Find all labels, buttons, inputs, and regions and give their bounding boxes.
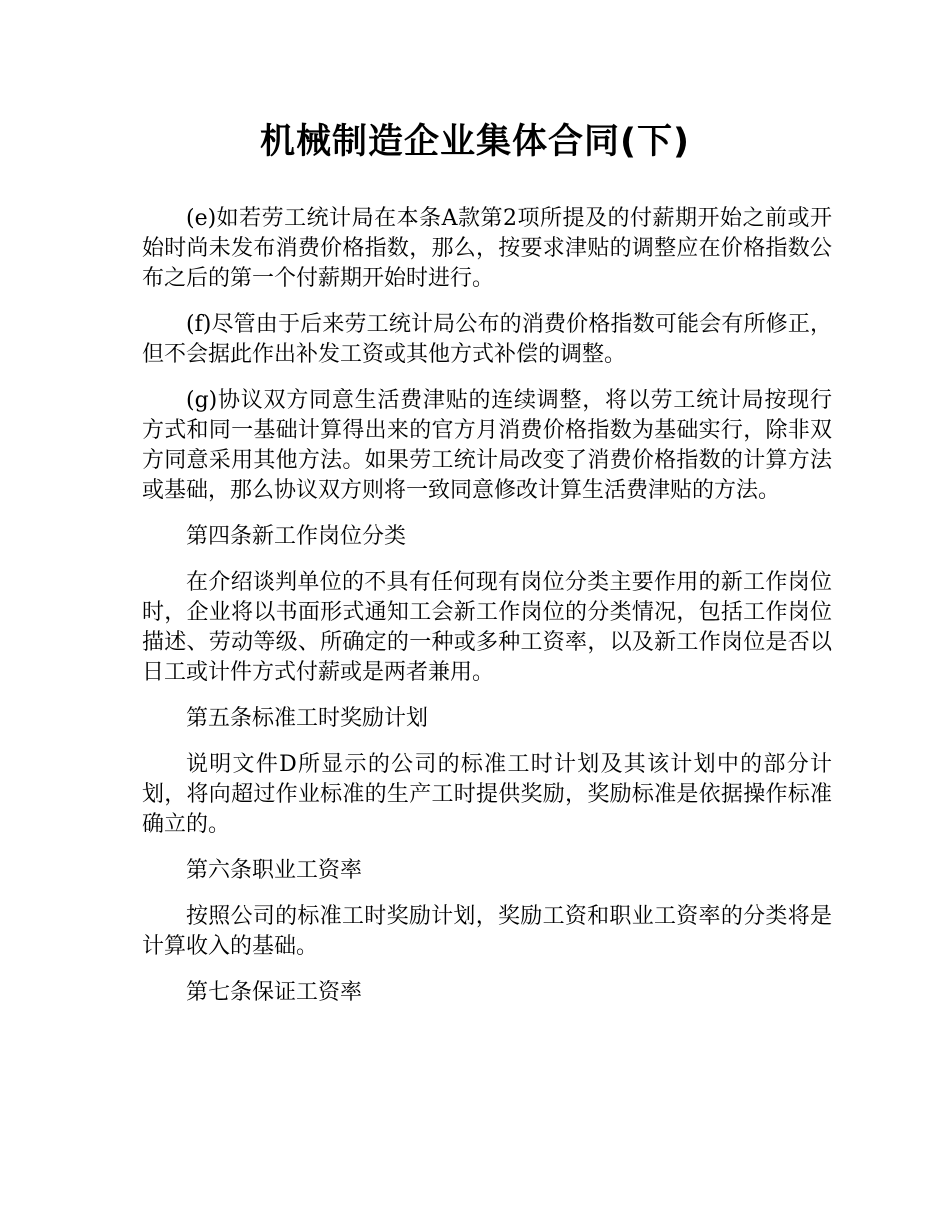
paragraph-f: (f)尽管由于后来劳工统计局公布的消费价格指数可能会有所修正，但不会据此作出补发工资或其他方式补偿的调整。 bbox=[142, 312, 832, 367]
article-5-heading: 第五条标准工时奖励计划 bbox=[186, 706, 429, 731]
article-6-heading: 第六条职业工资率 bbox=[186, 858, 363, 883]
paragraph-g: (g)协议双方同意生活费津贴的连续调整，将以劳工统计局按现行方式和同一基础计算得出来的官方月消费价格指数为基础实行，除非双方同意采用其他方法。如果劳工统计局改变了消费价格指数的计算方法或基础，那么协议双方则将一致同意修改计算生活费津贴的方法。 bbox=[142, 388, 832, 503]
article-5-paragraph: 说明文件D所显示的公司的标准工时计划及其该计划中的部分计划，将向超过作业标准的生产工时提供奖励，奖励标准是依据操作标准确立的。 bbox=[142, 752, 832, 837]
paragraph-e: (e)如若劳工统计局在本条A款第2项所提及的付薪期开始之前或开始时尚未发布消费价格指数，那么，按要求津贴的调整应在价格指数公布之后的第一个付薪期开始时进行。 bbox=[142, 206, 832, 291]
page-title: 机械制造企业集体合同(下) bbox=[260, 122, 690, 162]
article-6-paragraph: 按照公司的标准工时奖励计划，奖励工资和职业工资率的分类将是计算收入的基础。 bbox=[142, 904, 832, 959]
article-4-paragraph: 在介绍谈判单位的不具有任何现有岗位分类主要作用的新工作岗位时，企业将以书面形式通知工会新工作岗位的分类情况，包括工作岗位描述、劳动等级、所确定的一种或多种工资率，以及新工作岗位是否以日工或计件方式付薪或是两者兼用。 bbox=[142, 570, 832, 685]
article-7-heading: 第七条保证工资率 bbox=[186, 980, 363, 1005]
article-4-heading: 第四条新工作岗位分类 bbox=[186, 524, 407, 549]
document-body bbox=[142, 204, 832, 1024]
